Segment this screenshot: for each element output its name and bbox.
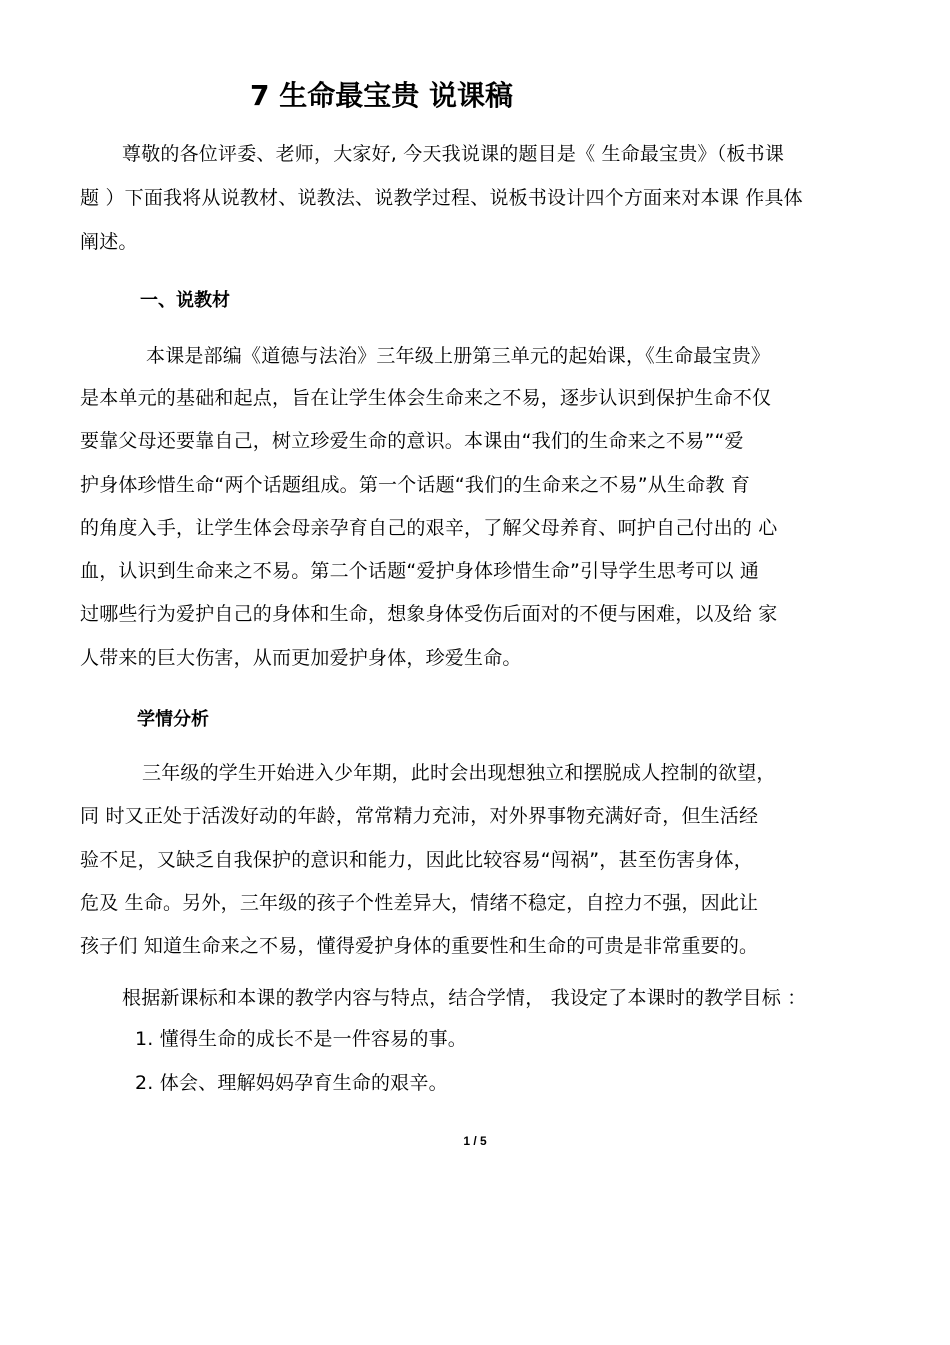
goals-intro: 根据新课标和本课的教学内容与特点，结合学情， 我设定了本课时的教学目标 ： <box>122 987 807 1009</box>
page-number: 1 / 5 <box>463 1134 487 1148</box>
analysis-line-3: 验不足，又缺乏自我保护的意识和能力，因此比较容易“闯祸”，甚至伤害身体， <box>80 849 753 871</box>
goal-item-1: 1. 懂得生命的成长不是一件容易的事。 <box>135 1028 467 1050</box>
page-title: 7 生命最宝贵 说课稿 <box>250 79 513 112</box>
textbook-line-8: 人带来的巨大伤害，从而更加爱护身体，珍爱生命。 <box>80 647 522 669</box>
textbook-line-4: 护身体珍惜生命“两个话题组成。第一个话题“我们的生命来之不易”从生命教 育 <box>80 474 750 496</box>
section-heading-textbook: 一、说教材 <box>140 290 230 311</box>
textbook-line-1: 本课是部编《道德与法治》三年级上册第三单元的起始课，《生命最宝贵》 <box>146 345 771 367</box>
intro-line-3: 阐述。 <box>80 231 138 253</box>
analysis-line-4: 危及 生命。另外，三年级的孩子个性差异大，情绪不稳定，自控力不强，因此让 <box>80 892 759 914</box>
intro-line-1: 尊敬的各位评委、老师，大家好, 今天我说课的题目是《 生命最宝贵》（板书课 <box>122 143 785 165</box>
textbook-line-6: 血，认识到生命来之不易。第二个话题“爱护身体珍惜生命”引导学生思考可以 通 <box>80 560 760 582</box>
textbook-line-5: 的角度入手，让学生体会母亲孕育自己的艰辛，了解父母养育、呵护自己付出的 心 <box>80 517 778 539</box>
textbook-line-3: 要靠父母还要靠自己，树立珍爱生命的意识。本课由“我们的生命来之不易”“爱 <box>80 430 744 452</box>
section-heading-student-analysis: 学情分析 <box>137 709 209 730</box>
analysis-line-1: 三年级的学生开始进入少年期，此时会出现想独立和摆脱成人控制的欲望， <box>142 762 776 784</box>
analysis-line-5: 孩子们 知道生命来之不易，懂得爱护身体的重要性和生命的可贵是非常重要的。 <box>80 935 759 957</box>
textbook-line-7: 过哪些行为爱护自己的身体和生命，想象身体受伤后面对的不便与困难，以及给 家 <box>80 603 778 625</box>
goal-item-2: 2. 体会、理解妈妈孕育生命的艰辛。 <box>135 1072 448 1094</box>
intro-line-2: 题 ）下面我将从说教材、说教法、说教学过程、说板书设计四个方面来对本课 作具体 <box>80 187 803 209</box>
analysis-line-2: 同 时又正处于活泼好动的年龄，常常精力充沛，对外界事物充满好奇，但生活经 <box>80 805 759 827</box>
textbook-line-2: 是本单元的基础和起点，旨在让学生体会生命来之不易，逐步认识到保护生命不仅 <box>80 387 772 409</box>
